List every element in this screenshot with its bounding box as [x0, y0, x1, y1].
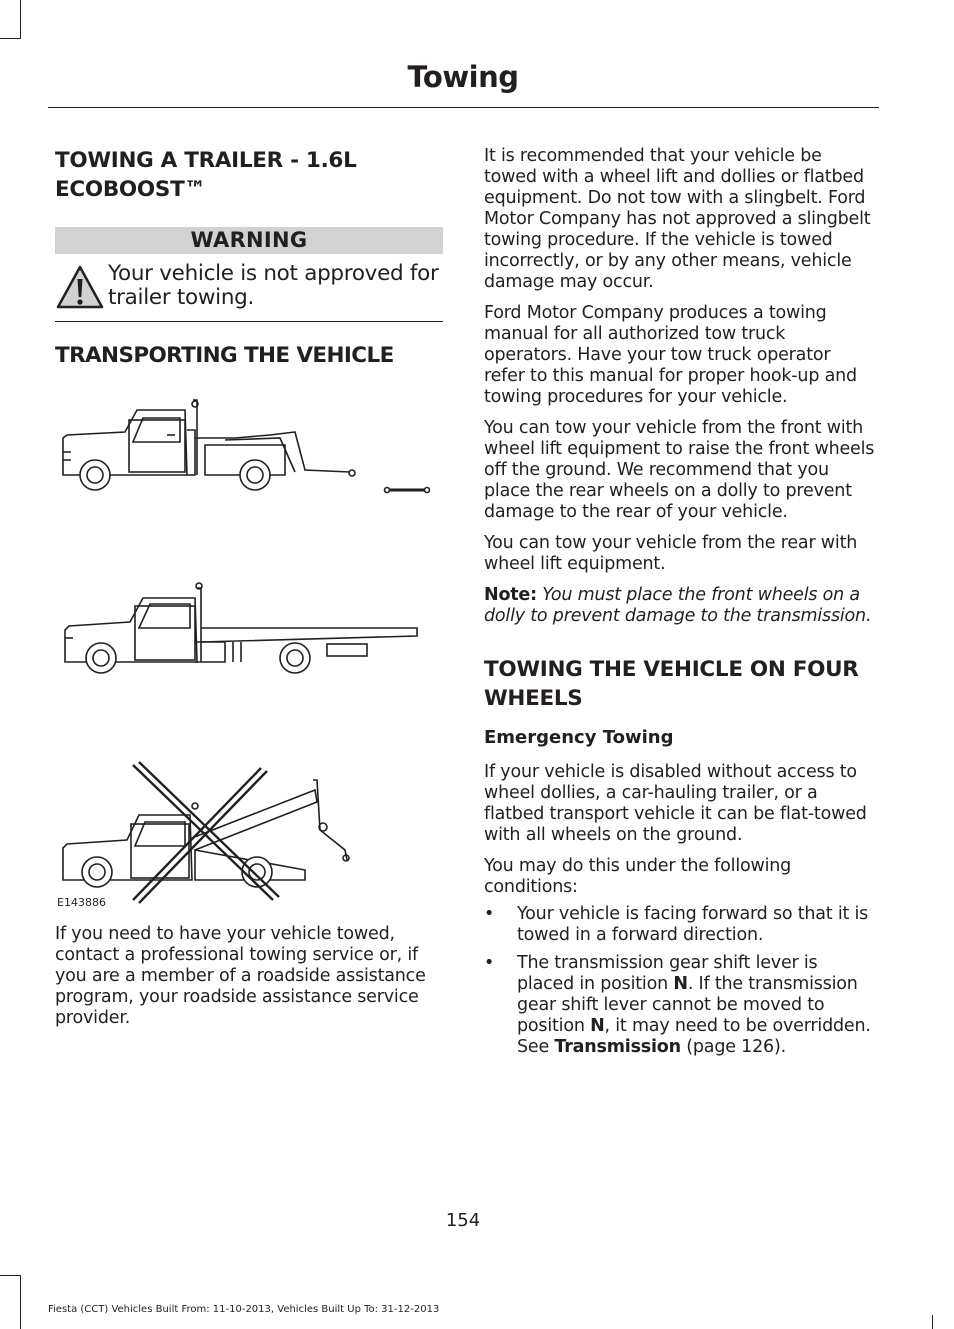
- body-paragraph: It is recommended that your vehicle be towed with a wheel lift and dollies or flatbed equipment. Do not tow with a slingbelt. Ford Motor Company has not approved a slingbelt towing procedure. If the vehicle is towed incorrectly, or by any other means, vehicle damage may occur.: [484, 146, 871, 292]
- list-item-text: The transmission gear shift lever is placed in position N. If the transmission gear shift lever cannot be moved to position N, it may need to be overridden. See Transmission (page 126).: [517, 953, 871, 1057]
- bullet-glyph: •: [484, 953, 495, 973]
- wheel-lift-truck: [63, 400, 430, 493]
- section-title-four-wheels: TOWING THE VEHICLE ON FOUR WHEELS: [484, 657, 859, 711]
- sling-truck-crossed: [63, 762, 349, 903]
- list-item: [484, 953, 876, 1058]
- list-item: [484, 904, 876, 946]
- crop-mark: [20, 0, 21, 38]
- subheading-emergency-towing: Emergency Towing: [484, 727, 674, 748]
- warning-label: WARNING: [55, 227, 443, 254]
- cross-reference-link[interactable]: Transmission: [554, 1037, 681, 1057]
- page-number: 154: [445, 1210, 481, 1231]
- tow-truck-illustration: [55, 390, 443, 915]
- section-title-towing-trailer: TOWING A TRAILER - 1.6L ECOBOOST™: [55, 148, 357, 202]
- note-paragraph: [484, 585, 876, 627]
- body-paragraph: You can tow your vehicle from the front with wheel lift equipment to raise the front wheels off the ground. We recommend that you place the rear wheels on a dolly to prevent damage to the rear of your vehicle.: [484, 418, 875, 522]
- warning-rule: [55, 321, 443, 322]
- note-label: Note:: [484, 585, 537, 605]
- crop-mark: [0, 38, 21, 39]
- body-paragraph: You may do this under the following conditions:: [484, 856, 792, 897]
- body-paragraph: If you need to have your vehicle towed, contact a professional towing service or, if you are a member of a roadside assistance program, your roadside assistance service provider.: [55, 924, 426, 1028]
- illustration-id: E143886: [57, 896, 106, 909]
- section-title-transporting: TRANSPORTING THE VEHICLE: [55, 343, 394, 368]
- bullet-glyph: •: [484, 904, 495, 924]
- footer-text: Fiesta (CCT) Vehicles Built From: 11-10-2013, Vehicles Built Up To: 31-12-2013: [48, 1304, 440, 1315]
- body-paragraph: You can tow your vehicle from the rear with wheel lift equipment.: [484, 533, 858, 574]
- crop-mark: [20, 1275, 21, 1329]
- flatbed-truck: [65, 583, 417, 673]
- warning-triangle-icon: [55, 263, 105, 311]
- crop-mark: [932, 1315, 933, 1329]
- list-item-text: Your vehicle is facing forward so that it is towed in a forward direction.: [517, 904, 869, 945]
- body-paragraph: Ford Motor Company produces a towing manual for all authorized tow truck operators. Have your tow truck operator refer to this manual for proper hook-up and towing procedures for your vehicle.: [484, 303, 857, 407]
- note-text: You must place the front wheels on a dolly to prevent damage to the transmission.: [484, 585, 872, 626]
- body-paragraph: If your vehicle is disabled without access to wheel dollies, a car-hauling trailer, or a flatbed transport vehicle it can be flat-towed with all wheels on the ground.: [484, 762, 867, 845]
- page-title: Towing: [407, 60, 519, 94]
- crop-mark: [0, 1275, 21, 1276]
- warning-text: Your vehicle is not approved for trailer towing.: [108, 261, 439, 310]
- header-rule: [48, 107, 879, 108]
